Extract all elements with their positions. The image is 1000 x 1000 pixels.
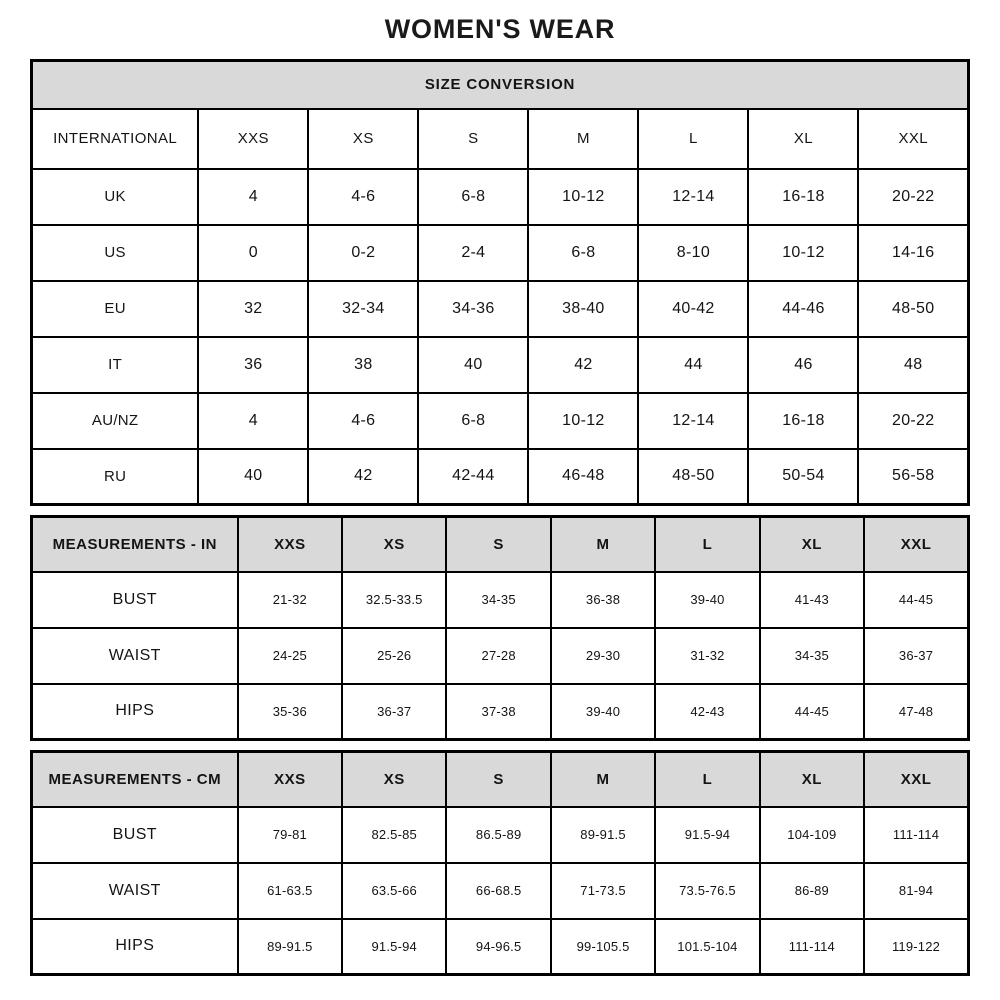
cell: 20-22 <box>858 169 968 225</box>
column-header-l: L <box>638 109 748 169</box>
cell: 12-14 <box>638 393 748 449</box>
column-header-xs: XS <box>342 517 446 572</box>
cell: 36-37 <box>864 628 968 684</box>
cell: 10-12 <box>748 225 858 281</box>
cell: 86.5-89 <box>446 807 550 863</box>
cell: 0 <box>198 225 308 281</box>
cell: 81-94 <box>864 863 968 919</box>
table-row-ru <box>32 449 969 505</box>
cell: 6-8 <box>528 225 638 281</box>
row-label: UK <box>32 169 199 225</box>
size-conversion-table <box>30 59 970 506</box>
column-header-l: L <box>655 517 759 572</box>
cell: 6-8 <box>418 169 528 225</box>
row-label: US <box>32 225 199 281</box>
column-header-s: S <box>418 109 528 169</box>
cell: 39-40 <box>655 572 759 628</box>
column-header-international: INTERNATIONAL <box>32 109 199 169</box>
column-header-l: L <box>655 752 759 807</box>
column-header-xxs: XXS <box>238 517 342 572</box>
row-label: EU <box>32 281 199 337</box>
table-row-uk <box>32 169 969 225</box>
table-row-hips-cm <box>32 919 969 975</box>
row-label: BUST <box>32 807 238 863</box>
table-row-waist-cm <box>32 863 969 919</box>
column-header-s: S <box>446 517 550 572</box>
cell: 79-81 <box>238 807 342 863</box>
cell: 38 <box>308 337 418 393</box>
cell: 4-6 <box>308 393 418 449</box>
cell: 27-28 <box>446 628 550 684</box>
cell: 20-22 <box>858 393 968 449</box>
cell: 101.5-104 <box>655 919 759 975</box>
row-label: WAIST <box>32 863 238 919</box>
cell: 42-43 <box>655 684 759 740</box>
column-header-xs: XS <box>308 109 418 169</box>
cell: 12-14 <box>638 169 748 225</box>
cell: 42 <box>528 337 638 393</box>
cell: 0-2 <box>308 225 418 281</box>
cell: 6-8 <box>418 393 528 449</box>
row-label: HIPS <box>32 684 238 740</box>
cell: 31-32 <box>655 628 759 684</box>
column-header-xxs: XXS <box>198 109 308 169</box>
cell: 4 <box>198 393 308 449</box>
column-header-s: S <box>446 752 550 807</box>
cell: 8-10 <box>638 225 748 281</box>
table-banner-row <box>32 61 969 109</box>
cell: 24-25 <box>238 628 342 684</box>
column-header-xxl: XXL <box>858 109 968 169</box>
cell: 48-50 <box>858 281 968 337</box>
column-header-xxs: XXS <box>238 752 342 807</box>
column-header-m: M <box>551 517 655 572</box>
row-label: RU <box>32 449 199 505</box>
cell: 48-50 <box>638 449 748 505</box>
measurements-cm-table <box>30 750 970 976</box>
cell: 89-91.5 <box>551 807 655 863</box>
cell: 86-89 <box>760 863 864 919</box>
column-header-xl: XL <box>748 109 858 169</box>
table-row-bust-in <box>32 572 969 628</box>
column-header-xxl: XXL <box>864 752 968 807</box>
cell: 40-42 <box>638 281 748 337</box>
cell: 82.5-85 <box>342 807 446 863</box>
table-row-hips-in <box>32 684 969 740</box>
cell: 21-32 <box>238 572 342 628</box>
cell: 10-12 <box>528 169 638 225</box>
measurements-in-table <box>30 515 970 741</box>
cell: 14-16 <box>858 225 968 281</box>
cell: 4-6 <box>308 169 418 225</box>
cell: 44-45 <box>864 572 968 628</box>
cell: 36-37 <box>342 684 446 740</box>
cell: 16-18 <box>748 393 858 449</box>
cell: 37-38 <box>446 684 550 740</box>
table-row-us <box>32 225 969 281</box>
cell: 111-114 <box>864 807 968 863</box>
column-header-xxl: XXL <box>864 517 968 572</box>
cell: 111-114 <box>760 919 864 975</box>
cell: 46-48 <box>528 449 638 505</box>
cell: 48 <box>858 337 968 393</box>
cell: 44-46 <box>748 281 858 337</box>
cell: 42-44 <box>418 449 528 505</box>
cell: 119-122 <box>864 919 968 975</box>
cell: 44 <box>638 337 748 393</box>
cell: 99-105.5 <box>551 919 655 975</box>
column-header-row <box>32 752 969 807</box>
cell: 40 <box>418 337 528 393</box>
cell: 44-45 <box>760 684 864 740</box>
cell: 10-12 <box>528 393 638 449</box>
cell: 104-109 <box>760 807 864 863</box>
cell: 40 <box>198 449 308 505</box>
measurements-in-header: MEASUREMENTS - IN <box>32 517 238 572</box>
cell: 32.5-33.5 <box>342 572 446 628</box>
cell: 34-35 <box>760 628 864 684</box>
cell: 16-18 <box>748 169 858 225</box>
cell: 56-58 <box>858 449 968 505</box>
column-header-xl: XL <box>760 752 864 807</box>
cell: 36-38 <box>551 572 655 628</box>
row-label: WAIST <box>32 628 238 684</box>
cell: 89-91.5 <box>238 919 342 975</box>
table-row-aunz <box>32 393 969 449</box>
column-header-m: M <box>551 752 655 807</box>
cell: 41-43 <box>760 572 864 628</box>
cell: 32-34 <box>308 281 418 337</box>
cell: 46 <box>748 337 858 393</box>
cell: 2-4 <box>418 225 528 281</box>
cell: 91.5-94 <box>655 807 759 863</box>
row-label: AU/NZ <box>32 393 199 449</box>
cell: 73.5-76.5 <box>655 863 759 919</box>
column-header-xs: XS <box>342 752 446 807</box>
table-row-bust-cm <box>32 807 969 863</box>
table-row-eu <box>32 281 969 337</box>
cell: 38-40 <box>528 281 638 337</box>
table-row-it <box>32 337 969 393</box>
cell: 29-30 <box>551 628 655 684</box>
cell: 25-26 <box>342 628 446 684</box>
cell: 91.5-94 <box>342 919 446 975</box>
cell: 50-54 <box>748 449 858 505</box>
cell: 35-36 <box>238 684 342 740</box>
cell: 66-68.5 <box>446 863 550 919</box>
cell: 61-63.5 <box>238 863 342 919</box>
cell: 47-48 <box>864 684 968 740</box>
row-label: HIPS <box>32 919 238 975</box>
column-header-m: M <box>528 109 638 169</box>
row-label: IT <box>32 337 199 393</box>
page-title: WOMEN'S WEAR <box>384 14 616 44</box>
size-conversion-banner: SIZE CONVERSION <box>32 61 969 109</box>
cell: 39-40 <box>551 684 655 740</box>
measurements-cm-header: MEASUREMENTS - CM <box>32 752 238 807</box>
row-label: BUST <box>32 572 238 628</box>
cell: 34-35 <box>446 572 550 628</box>
table-row-waist-in <box>32 628 969 684</box>
cell: 71-73.5 <box>551 863 655 919</box>
column-header-row <box>32 109 969 169</box>
cell: 94-96.5 <box>446 919 550 975</box>
cell: 42 <box>308 449 418 505</box>
cell: 36 <box>198 337 308 393</box>
cell: 34-36 <box>418 281 528 337</box>
cell: 32 <box>198 281 308 337</box>
column-header-xl: XL <box>760 517 864 572</box>
column-header-row <box>32 517 969 572</box>
cell: 4 <box>198 169 308 225</box>
cell: 63.5-66 <box>342 863 446 919</box>
